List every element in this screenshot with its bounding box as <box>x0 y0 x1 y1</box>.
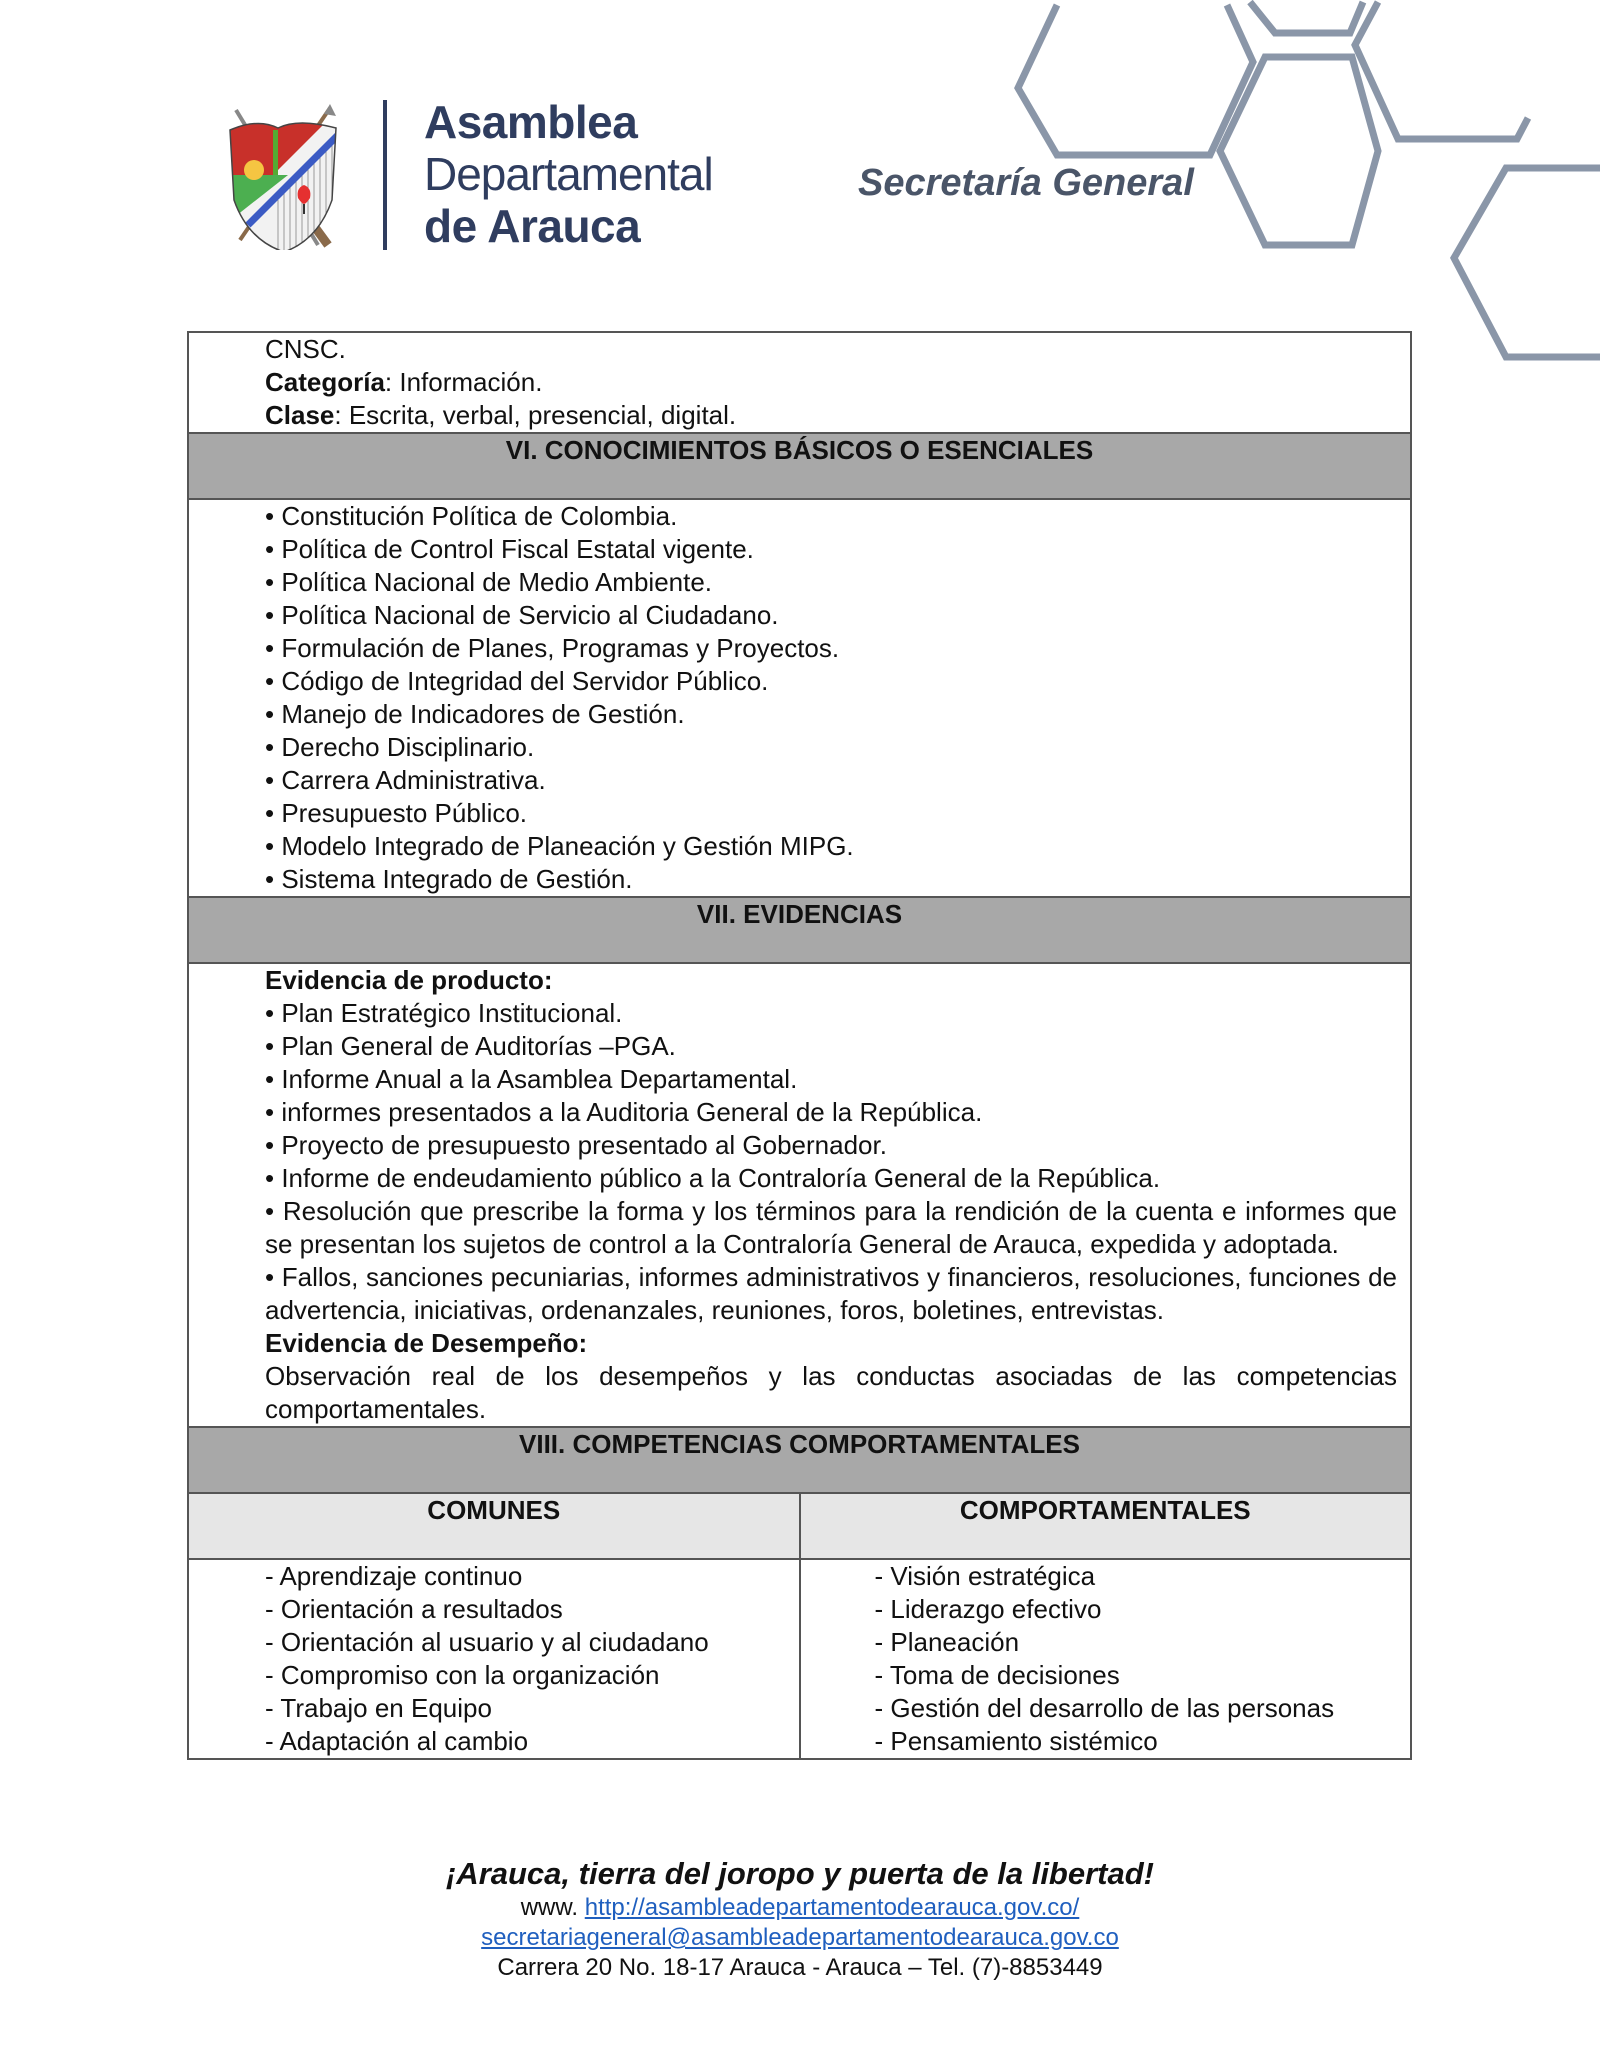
evidencia-desempeno-label: Evidencia de Desempeño: <box>265 1328 588 1358</box>
knowledge-item: • Derecho Disciplinario. <box>265 732 535 762</box>
section-vi-header <box>188 433 1411 499</box>
comunes-header-label: COMUNES <box>427 1495 561 1525</box>
comportamentales-header <box>800 1493 1412 1559</box>
comportamentales-item: - Gestión del desarrollo de las personas <box>874 1693 1335 1723</box>
product-evidence-item: • Plan General de Auditorías –PGA. <box>265 1031 676 1061</box>
coat-of-arms-logo <box>218 100 348 250</box>
knowledge-item: • Código de Integridad del Servidor Público. <box>265 666 769 696</box>
org-name-line1: Asamblea <box>424 96 638 148</box>
knowledge-item: • Constitución Política de Colombia. <box>265 501 678 531</box>
evidencia-desempeno-text: Observación real de los desempeños y las conductas asociadas de las competencias comportamentales. <box>265 1361 1397 1424</box>
section-viii-header <box>188 1427 1411 1493</box>
org-name-line3: de Arauca <box>424 200 641 252</box>
comportamentales-item: - Liderazgo efectivo <box>874 1594 1102 1624</box>
footer-website-line <box>0 1893 1600 1923</box>
product-evidence-item: • Informe de endeudamiento público a la Contraloría General de la República. <box>265 1163 1161 1193</box>
product-evidence-item: • Plan Estratégico Institucional. <box>265 998 623 1028</box>
cnsc-line: CNSC. <box>265 334 346 364</box>
www-prefix: www. <box>520 1894 585 1921</box>
hexagon-decoration-icon <box>1000 0 1600 370</box>
categoria-label: Categoría <box>265 367 385 397</box>
clase-value: : Escrita, verbal, presencial, digital. <box>334 400 737 430</box>
section-vii-title: VII. EVIDENCIAS <box>696 899 903 929</box>
comunes-item: - Trabajo en Equipo <box>265 1693 492 1723</box>
product-evidence-item: • Resolución que prescribe la forma y los términos para la rendición de la cuenta e informes que se presentan los sujetos de control a la Contraloría General de Arauca, expedida y adoptada. <box>265 1196 1397 1259</box>
logo-divider <box>383 100 387 250</box>
knowledge-item: • Carrera Administrativa. <box>265 765 546 795</box>
categoria-line <box>265 366 1397 399</box>
product-evidence-item: • Informe Anual a la Asamblea Departamental. <box>265 1064 798 1094</box>
continuation-cell <box>188 332 1411 433</box>
knowledge-item: • Sistema Integrado de Gestión. <box>265 864 633 894</box>
job-profile-table <box>187 331 1412 1760</box>
section-vi-title: VI. CONOCIMIENTOS BÁSICOS O ESENCIALES <box>505 435 1094 465</box>
page-footer <box>0 1855 1600 1983</box>
product-evidence-item: • Proyecto de presupuesto presentado al Gobernador. <box>265 1130 887 1160</box>
section-vii-content <box>188 963 1411 1427</box>
org-name-line2: Departamental <box>424 148 713 200</box>
evidencia-producto-label: Evidencia de producto: <box>265 965 553 995</box>
footer-slogan: ¡Arauca, tierra del joropo y puerta de la libertad! <box>445 1856 1154 1891</box>
comportamentales-list <box>801 1560 1411 1758</box>
clase-label: Clase <box>265 400 335 430</box>
comunes-list-cell <box>188 1559 800 1759</box>
section-viii-title: VIII. COMPETENCIAS COMPORTAMENTALES <box>519 1429 1080 1459</box>
product-evidence-item: • informes presentados a la Auditoria General de la República. <box>265 1097 983 1127</box>
knowledge-list <box>189 500 1410 896</box>
comportamentales-item: - Planeación <box>874 1627 1020 1657</box>
coat-of-arms-icon <box>218 100 348 250</box>
comunes-list <box>189 1560 799 1758</box>
footer-email-line <box>0 1923 1600 1953</box>
comportamentales-item: - Toma de decisiones <box>874 1660 1120 1690</box>
categoria-value: : Información. <box>384 367 543 397</box>
comunes-header <box>188 1493 800 1559</box>
knowledge-item: • Política Nacional de Medio Ambiente. <box>265 567 713 597</box>
comportamentales-item: - Visión estratégica <box>874 1561 1096 1591</box>
comunes-item: - Adaptación al cambio <box>265 1726 529 1756</box>
comunes-item: - Orientación a resultados <box>265 1594 563 1624</box>
knowledge-item: • Política de Control Fiscal Estatal vigente. <box>265 534 754 564</box>
organization-name <box>424 96 844 252</box>
knowledge-item: • Política Nacional de Servicio al Ciudadano. <box>265 600 779 630</box>
comportamentales-header-label: COMPORTAMENTALES <box>959 1495 1251 1525</box>
product-evidence-item: • Fallos, sanciones pecuniarias, informes administrativos y financieros, resoluciones, funciones de advertencia, iniciativas, ordenanzales, reuniones, foros, boletines, entrevistas. <box>265 1262 1397 1325</box>
comunes-item: - Orientación al usuario y al ciudadano <box>265 1627 709 1657</box>
footer-address: Carrera 20 No. 18-17 Arauca - Arauca – Tel. (7)-8853449 <box>497 1954 1103 1981</box>
email-link[interactable]: secretariageneral@asambleadepartamentodearauca.gov.co <box>481 1924 1119 1951</box>
comunes-item: - Aprendizaje continuo <box>265 1561 523 1591</box>
department-title: Secretaría General <box>858 162 1194 204</box>
knowledge-item: • Presupuesto Público. <box>265 798 528 828</box>
website-link[interactable]: http://asambleadepartamentodearauca.gov.co/ <box>584 1894 1080 1921</box>
section-vi-content <box>188 499 1411 897</box>
comportamentales-item: - Pensamiento sistémico <box>874 1726 1158 1756</box>
knowledge-item: • Manejo de Indicadores de Gestión. <box>265 699 685 729</box>
comunes-item: - Compromiso con la organización <box>265 1660 660 1690</box>
comportamentales-list-cell <box>800 1559 1412 1759</box>
knowledge-item: • Formulación de Planes, Programas y Proyectos. <box>265 633 840 663</box>
clase-line <box>265 399 1397 432</box>
product-evidence-list <box>265 997 1397 1327</box>
section-vii-header <box>188 897 1411 963</box>
knowledge-item: • Modelo Integrado de Planeación y Gestión MIPG. <box>265 831 854 861</box>
